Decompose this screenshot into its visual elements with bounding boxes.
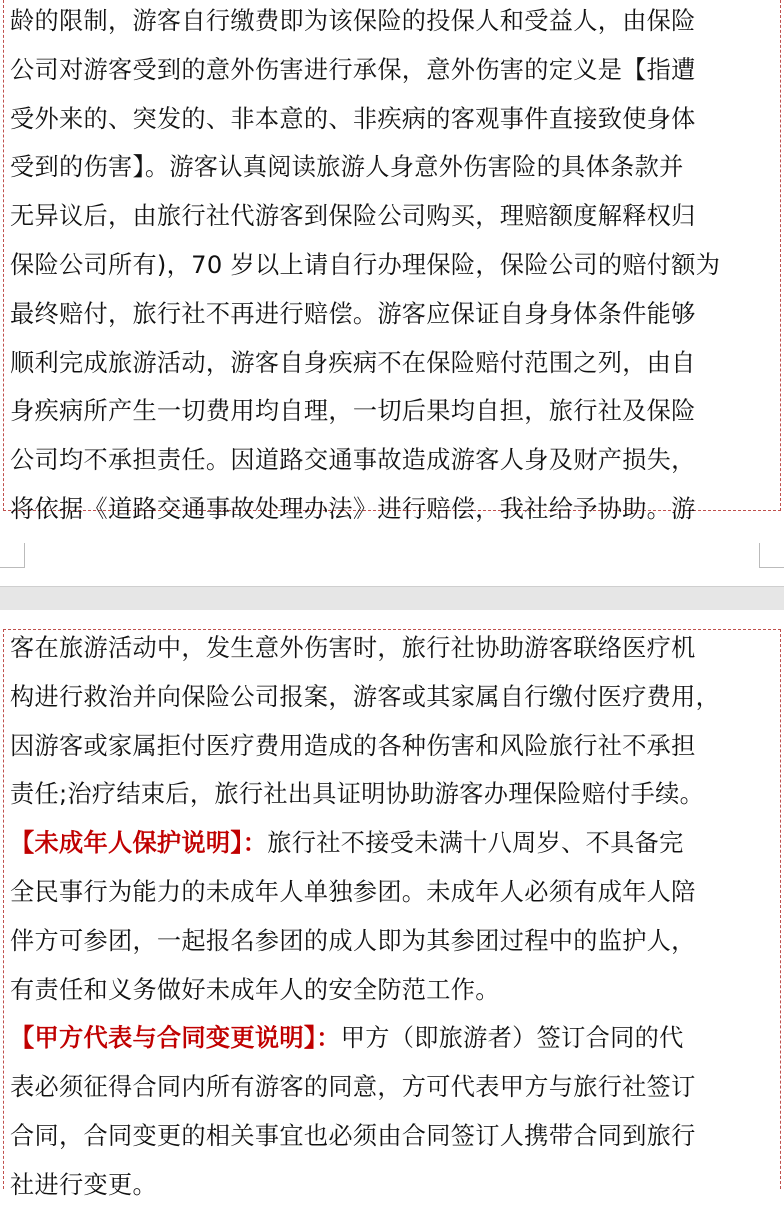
text-line: 合同，合同变更的相关事宜也必须由合同签订人携带合同到旅行 xyxy=(10,1121,696,1150)
text-line: 将依据《道路交通事故处理办法》进行赔偿，我社给予协助。游 xyxy=(10,494,696,523)
text-run: 甲方（即旅游者）签订合同的代 xyxy=(340,1024,684,1053)
text-line: 顺利完成旅游活动，游客自身疾病不在保险赔付范围之列，由自 xyxy=(10,348,696,377)
page-separator xyxy=(0,586,784,612)
text-line: 表必须征得合同内所有游客的同意，方可代表甲方与旅行社签订 xyxy=(10,1073,696,1102)
page-corner-mark xyxy=(759,543,784,568)
text-line: 客在旅游活动中，发生意外伤害时，旅行社协助游客联络医疗机 xyxy=(10,634,696,662)
page-corner-mark xyxy=(0,543,25,568)
text-line: 受到的伤害】。游客认真阅读旅游人身意外伤害险的具体条款并 xyxy=(10,153,684,182)
text-line: 身疾病所产生一切费用均自理，一切后果均自担，旅行社及保险 xyxy=(10,397,696,426)
representative-heading: 【甲方代表与合同变更说明】： xyxy=(10,1024,341,1053)
text-line: 龄的限制，游客自行缴费即为该保险的投保人和受益人，由保险 xyxy=(10,7,696,35)
text-line: 责任;治疗结束后，旅行社出具证明协助游客办理保险赔付手续。 xyxy=(10,780,705,809)
text-line: 公司对游客受到的意外伤害进行承保，意外伤害的定义是【指遭 xyxy=(10,55,696,84)
text-run: 旅行社不接受未满十八周岁、不具备完 xyxy=(267,829,684,858)
text-line: 无异议后，由旅行社代游客到保险公司购买，理赔额度解释权归 xyxy=(10,202,696,231)
text-line: 最终赔付，旅行社不再进行赔偿。游客应保证自身身体条件能够 xyxy=(10,299,696,328)
text-line: 受外来的、突发的、非本意的、非疾病的客观事件直接致使身体 xyxy=(10,104,696,133)
text-line: 有责任和义务做好未成年人的安全防范工作。 xyxy=(10,975,500,1004)
text-line: 保险公司所有)，70 岁以上请自行办理保险，保险公司的赔付额为 xyxy=(10,250,721,279)
minor-protection-paragraph xyxy=(10,819,774,868)
text-line: 公司均不承担责任。因道路交通事故造成游客人身及财产损失， xyxy=(10,446,696,475)
page-2-body-text xyxy=(10,624,774,1210)
text-line: 因游客或家属拒付医疗费用造成的各种伤害和风险旅行社不承担 xyxy=(10,731,696,760)
representative-paragraph xyxy=(10,1014,774,1063)
text-line: 伴方可参团，一起报名参团的成人即为其参团过程中的监护人， xyxy=(10,926,696,955)
text-line: 构进行救治并向保险公司报案，游客或其家属自行缴付医疗费用， xyxy=(10,682,721,711)
text-line: 全民事行为能力的未成年人单独参团。未成年人必须有成年人陪 xyxy=(10,877,696,906)
document-page-1 xyxy=(0,0,784,523)
page-1-body-text xyxy=(10,0,774,534)
minor-protection-heading: 【未成年人保护说明】： xyxy=(10,829,268,858)
text-line: 社进行变更。 xyxy=(10,1170,157,1199)
